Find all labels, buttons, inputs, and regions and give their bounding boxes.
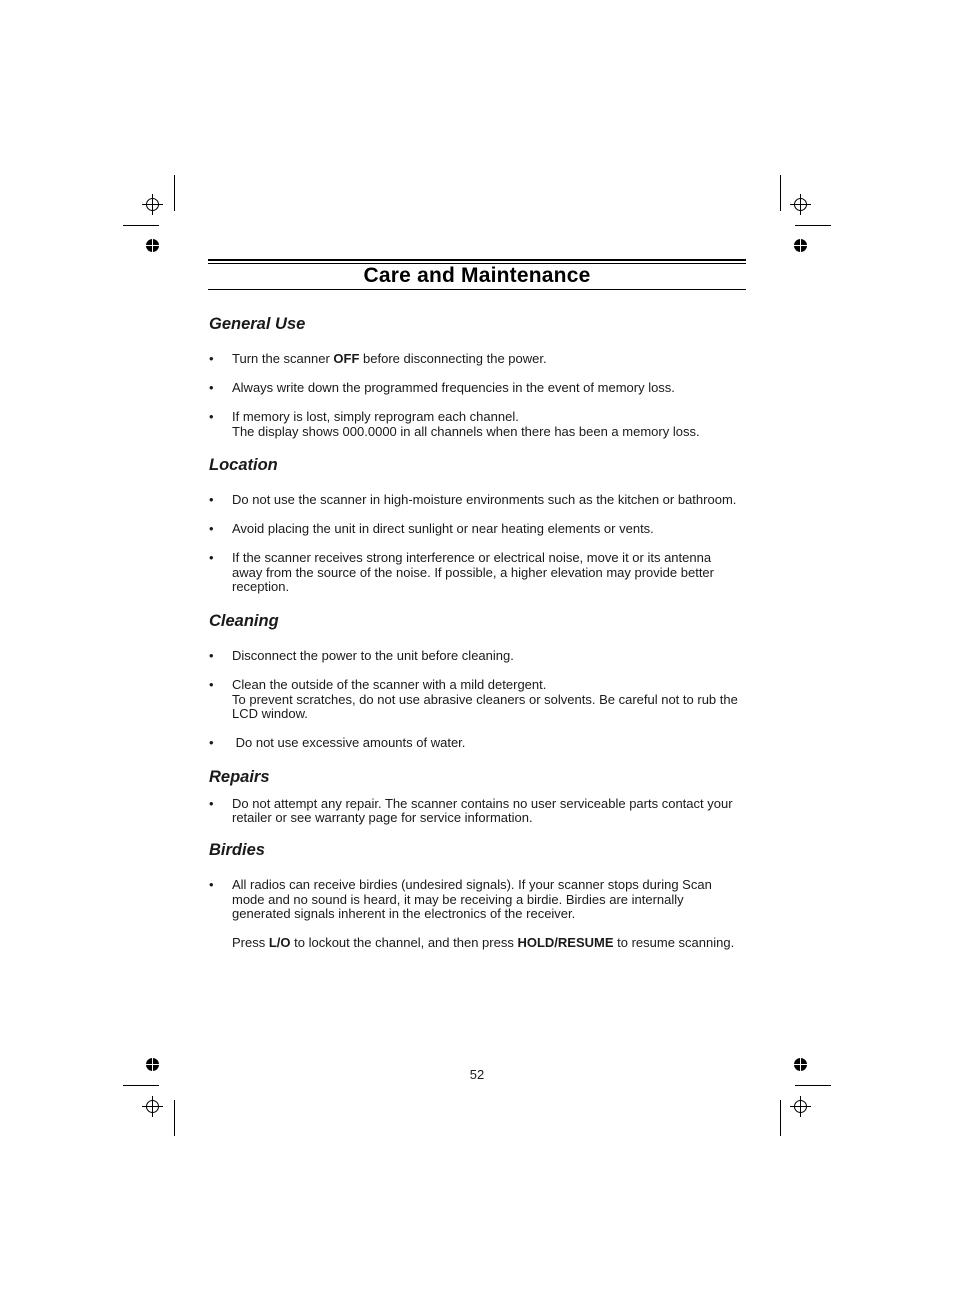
crop-mark [795,1085,831,1086]
bullet-icon: • [209,877,214,893]
section-heading: Birdies [209,841,265,860]
list-item-text-line2: To prevent scratches, do not use abrasive cleaners or solvents. Be careful not to rub the LCD window. [232,691,738,722]
content [209,313,749,951]
list-item [209,522,749,537]
section-heading: Repairs [209,767,270,786]
list-item [209,352,749,367]
title-bar [208,259,746,290]
section-heading: Location [209,455,278,474]
bullet-icon: • [209,409,214,425]
list-item-text: Do not use the scanner in high-moisture environments such as the kitchen or bathroom. [232,491,737,507]
title-rule-top [208,259,746,261]
section-heading: Cleaning [209,611,279,630]
bullet-icon: • [209,735,214,751]
page-title: Care and Maintenance [363,264,591,287]
list-item [209,649,749,664]
list-item-text: All radios can receive birdies (undesired signals). If your scanner stops during Scan mode and no sound is heard, it may be receiving a birdie. Birdies are internally generated signals inherent in the electronics of the receiver. [232,877,712,922]
section-location [209,454,749,595]
list-item [209,410,749,439]
list-item [209,678,749,722]
bullet-list [209,493,749,595]
list-item-text: Avoid placing the unit in direct sunlight or near heating elements or vents. [232,520,654,536]
list-item [209,797,749,826]
list-item [209,551,749,595]
registration-mark-icon [146,1100,159,1113]
list-item-text: Do not use excessive amounts of water. [232,735,466,751]
bullet-list [209,797,749,826]
list-item [209,878,749,951]
bullet-icon: • [209,351,214,366]
list-item-text-line2: The display shows 000.0000 in all channels when there has been a memory loss. [232,423,700,439]
registration-mark-icon [794,198,807,211]
crop-mark [123,1085,159,1086]
bullet-icon: • [209,676,214,692]
registration-dot-icon [146,239,159,252]
section-heading: General Use [209,315,306,333]
section-birdies [209,839,749,951]
list-item [209,493,749,508]
crop-mark [780,1100,781,1136]
crop-mark [795,225,831,226]
section-repairs [209,766,749,826]
bullet-icon: • [209,520,214,536]
bullet-icon: • [209,795,214,811]
list-item-text: If the scanner receives strong interference or electrical noise, move it or its antenna away from the source of the noise. If possible, a higher elevation may provide better reception. [232,549,714,595]
list-item-text: Clean the outside of the scanner with a mild detergent. [232,676,547,692]
list-item-text: Turn the scanner OFF before disconnecting the power. [232,351,547,366]
title-rule-bottom [208,289,746,290]
section-cleaning [209,610,749,751]
press-instruction: Press L/O to lockout the channel, and then press HOLD/RESUME to resume scanning. [232,935,735,951]
crop-mark [174,1100,175,1136]
list-item-text: If memory is lost, simply reprogram each channel. [232,409,519,425]
bullet-icon: • [209,380,214,396]
bullet-icon: • [209,549,214,565]
list-item-text: Do not attempt any repair. The scanner contains no user serviceable parts contact your retailer or see warranty page for service information. [232,795,733,826]
registration-dot-icon [794,239,807,252]
crop-mark [780,175,781,211]
section-general-use [209,313,749,440]
list-item [209,736,749,751]
bullet-list [209,352,749,440]
list-item-text: Always write down the programmed frequencies in the event of memory loss. [232,380,675,396]
registration-mark-icon [146,198,159,211]
crop-mark [174,175,175,211]
list-item [209,381,749,396]
bullet-list [209,878,749,951]
page-number: 52 [469,1067,485,1082]
crop-mark [123,225,159,226]
bullet-icon: • [209,491,214,507]
registration-mark-icon [794,1100,807,1113]
bullet-list [209,649,749,751]
list-item-text: Disconnect the power to the unit before cleaning. [232,647,514,663]
bullet-icon: • [209,647,214,663]
